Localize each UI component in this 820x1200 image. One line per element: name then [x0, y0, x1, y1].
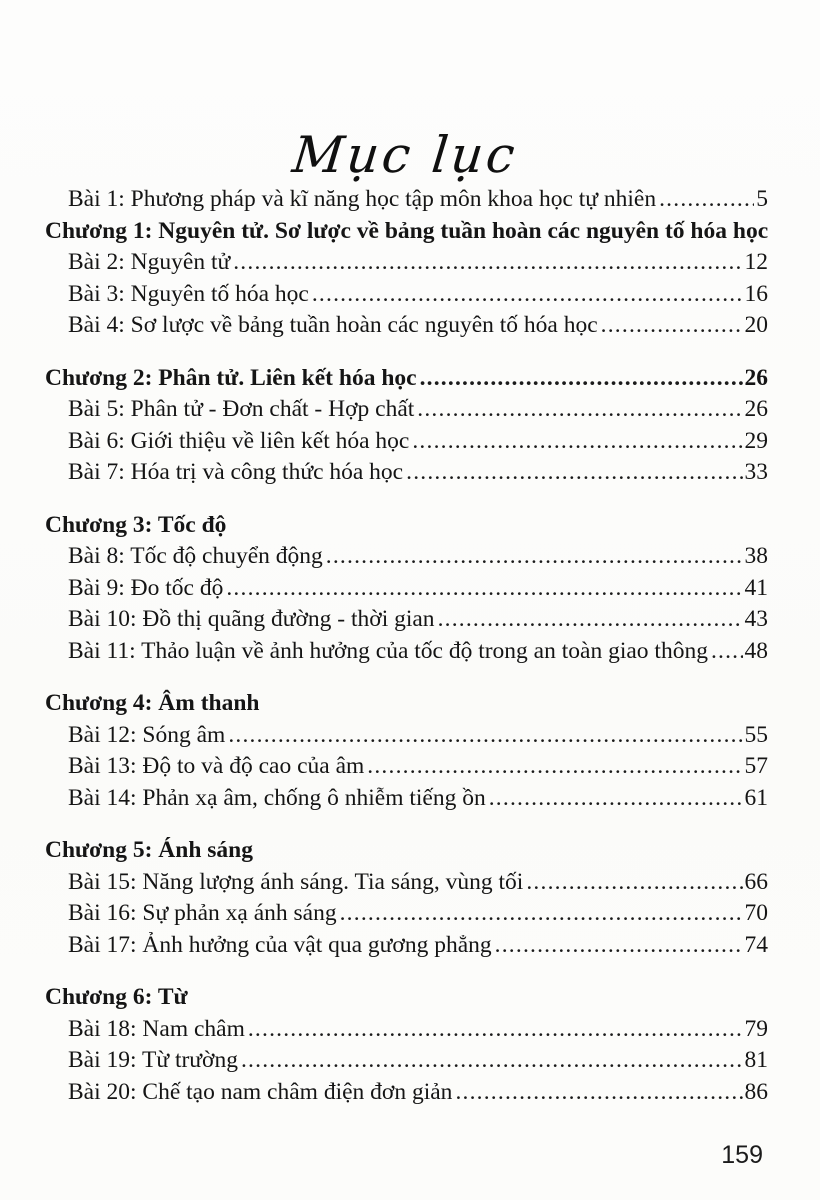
- toc-entry: [45, 394, 768, 426]
- toc-entry: [45, 898, 768, 930]
- toc-entry-page: 5: [756, 186, 768, 212]
- toc-entry-label: Bài 18: Nam châm: [68, 1015, 245, 1042]
- toc-entry: [45, 835, 768, 867]
- toc-entry-page: 29: [744, 427, 768, 454]
- toc-entry: [45, 982, 768, 1014]
- dot-leader-icon: [420, 363, 743, 395]
- toc-entry-label: Bài 19: Từ trường: [68, 1047, 238, 1073]
- toc-entry-page: 79: [744, 1015, 768, 1042]
- toc-entry: [45, 216, 768, 248]
- dot-leader-icon: [417, 394, 742, 426]
- dot-leader-icon: [711, 636, 743, 668]
- dot-leader-icon: [248, 1014, 743, 1046]
- toc-entry: [45, 867, 768, 899]
- toc-entry: [45, 184, 768, 216]
- toc-entry-label: Bài 1: Phương pháp và kĩ năng học tập môn khoa học tự nhiên: [68, 186, 657, 212]
- toc-entry-label: Bài 20: Chế tạo nam châm điện đơn giản: [68, 1078, 453, 1105]
- toc-entry: [45, 363, 768, 395]
- toc-entry: [45, 1014, 768, 1046]
- toc-entry: [45, 310, 768, 342]
- dot-leader-icon: [226, 573, 742, 605]
- dot-leader-icon: [228, 720, 742, 752]
- toc-list: [45, 184, 768, 1108]
- toc-entry-page: 61: [744, 784, 768, 811]
- toc-entry-page: 38: [744, 543, 768, 569]
- toc-entry-page: 55: [744, 721, 768, 748]
- toc-entry-label: Bài 7: Hóa trị và công thức hóa học: [68, 459, 404, 485]
- toc-entry-page: 26: [744, 396, 768, 422]
- dot-leader-icon: [233, 247, 742, 279]
- toc-entry: [45, 688, 768, 720]
- toc-entry-label: Bài 9: Đo tốc độ: [68, 574, 224, 601]
- toc-entry: [45, 720, 768, 752]
- dot-leader-icon: [495, 930, 743, 962]
- dot-leader-icon: [526, 867, 742, 899]
- toc-entry: [45, 636, 768, 668]
- toc-entry: [45, 604, 768, 636]
- toc-entry-label: Bài 14: Phản xạ âm, chống ô nhiễm tiếng ồn: [68, 784, 486, 811]
- toc-entry-page: 12: [744, 249, 768, 275]
- toc-entry-label: Chương 2: Phân tử. Liên kết hóa học: [45, 364, 417, 391]
- dot-leader-icon: [455, 1077, 742, 1109]
- toc-entry-label: Chương 1: Nguyên tử. Sơ lược về bảng tuần hoàn các nguyên tố hóa học: [45, 217, 769, 244]
- toc-entry-label: Bài 3: Nguyên tố hóa học: [68, 280, 309, 307]
- toc-entry: [45, 751, 768, 783]
- toc-entry-page: 48: [744, 637, 768, 664]
- toc-entry-page: 20: [744, 312, 768, 338]
- toc-entry: [45, 1077, 768, 1109]
- toc-entry-label: Bài 12: Sóng âm: [68, 721, 226, 748]
- toc-entry-label: Bài 8: Tốc độ chuyển động: [68, 543, 323, 569]
- toc-entry-page: 57: [744, 753, 768, 779]
- toc-entry-label: Chương 3: Tốc độ: [45, 511, 227, 538]
- toc-entry-page: 66: [744, 868, 768, 895]
- toc-entry-page: 43: [744, 606, 768, 632]
- toc-entry-label: Bài 6: Giới thiệu về liên kết hóa học: [68, 427, 410, 454]
- toc-entry-label: Bài 15: Năng lượng ánh sáng. Tia sáng, vùng tối: [68, 868, 524, 895]
- dot-leader-icon: [412, 426, 742, 458]
- toc-entry-label: Bài 4: Sơ lược về bảng tuần hoàn các nguyên tố hóa học: [68, 312, 598, 338]
- toc-entry: [45, 426, 768, 458]
- toc-entry: [45, 783, 768, 815]
- toc-entry-label: Chương 6: Từ: [45, 984, 188, 1010]
- toc-entry-page: 26: [744, 364, 768, 391]
- toc-entry-page: 70: [744, 900, 768, 926]
- dot-leader-icon: [367, 751, 742, 783]
- toc-entry-page: 74: [744, 931, 768, 958]
- dot-leader-icon: [326, 541, 743, 573]
- dot-leader-icon: [406, 457, 742, 489]
- toc-entry-label: Chương 5: Ánh sáng: [45, 837, 254, 863]
- toc-entry-label: Bài 17: Ảnh hưởng của vật qua gương phẳng: [68, 931, 492, 958]
- dot-leader-icon: [489, 783, 743, 815]
- toc-entry: [45, 930, 768, 962]
- toc-entry: [45, 510, 768, 542]
- toc-entry-label: Bài 5: Phân tử - Đơn chất - Hợp chất: [68, 396, 415, 422]
- toc-entry-label: Bài 10: Đồ thị quãng đường - thời gian: [68, 606, 435, 632]
- toc-entry: [45, 573, 768, 605]
- toc-entry-label: Bài 13: Độ to và độ cao của âm: [68, 753, 365, 779]
- toc-entry-label: Bài 11: Thảo luận về ảnh hưởng của tốc độ trong an toàn giao thông: [68, 637, 708, 664]
- dot-leader-icon: [312, 279, 743, 311]
- dot-leader-icon: [340, 898, 743, 930]
- toc-entry: [45, 457, 768, 489]
- toc-entry-page: 86: [744, 1078, 768, 1105]
- toc-entry-page: 81: [744, 1047, 768, 1073]
- dot-leader-icon: [601, 310, 743, 342]
- dot-leader-icon: [241, 1045, 743, 1077]
- page-title: Mục lục: [289, 125, 521, 184]
- toc-entry-label: Bài 16: Sự phản xạ ánh sáng: [68, 900, 337, 926]
- toc-entry-label: Chương 4: Âm thanh: [45, 690, 260, 716]
- toc-entry: [45, 541, 768, 573]
- toc-entry-page: 41: [744, 574, 768, 601]
- dot-leader-icon: [659, 184, 754, 216]
- dot-leader-icon: [438, 604, 743, 636]
- toc-entry: [45, 247, 768, 279]
- toc-entry: [45, 279, 768, 311]
- toc-entry-label: Bài 2: Nguyên tử: [68, 249, 231, 275]
- toc-entry-page: 33: [744, 459, 768, 485]
- page-number: 159: [721, 1141, 763, 1169]
- toc-entry-page: 16: [744, 280, 768, 307]
- toc-entry: [45, 1045, 768, 1077]
